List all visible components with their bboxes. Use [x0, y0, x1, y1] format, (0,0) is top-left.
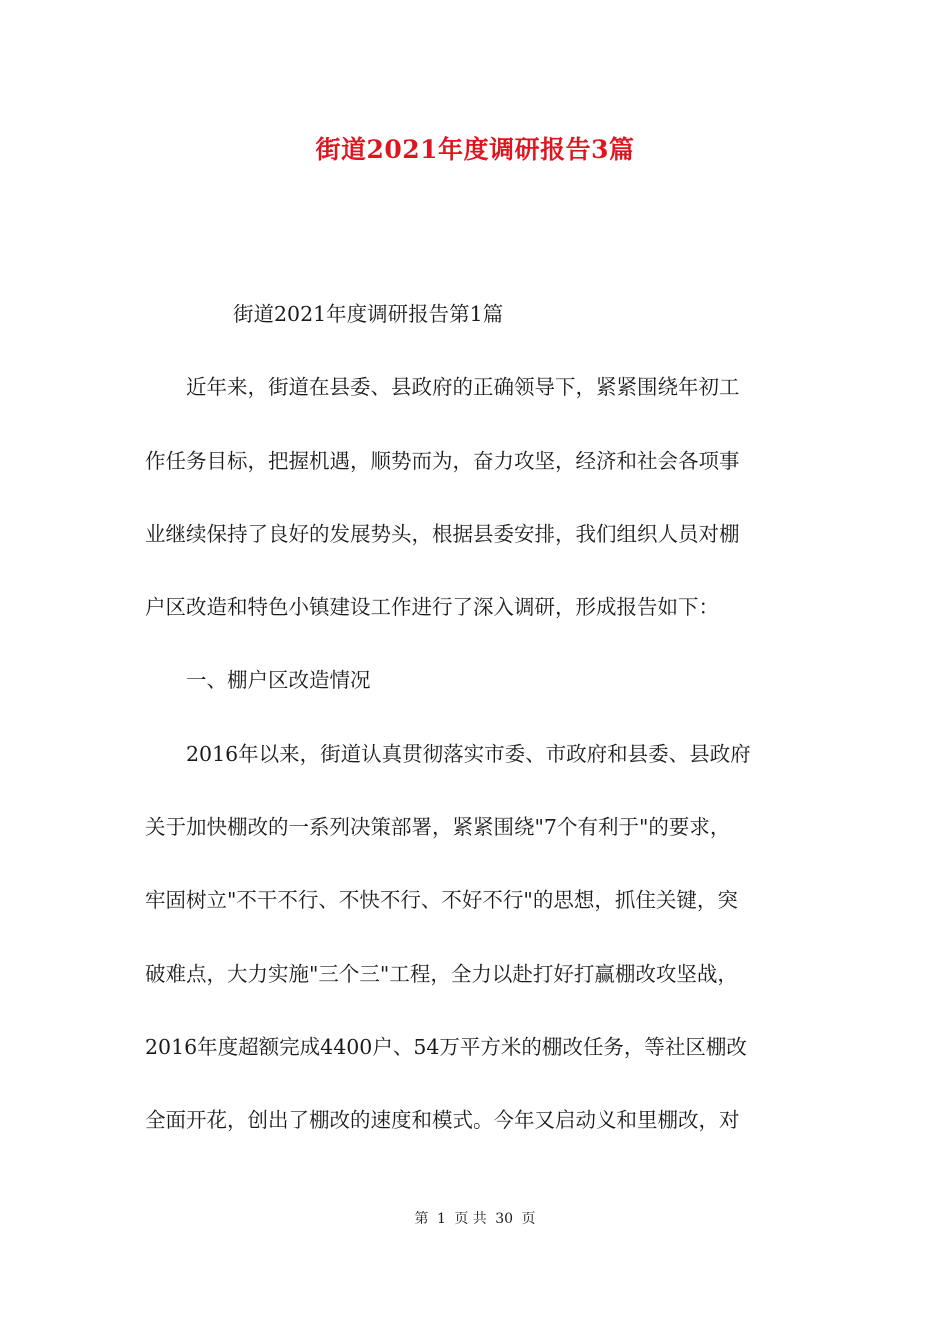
paragraph-line: 业继续保持了良好的发展势头，根据县委安排，我们组织人员对棚 — [145, 521, 740, 546]
paragraph-line: 关于加快棚改的一系列决策部署，紧紧围绕"7个有利于"的要求， — [145, 815, 731, 840]
footer-label-end: 页 — [521, 1211, 536, 1227]
footer-total-pages: 30 — [495, 1211, 514, 1227]
footer-current-page: 1 — [436, 1211, 446, 1227]
paragraph-line: 牢固树立"不干不行、不快不行、不好不行"的思想，抓住关键，突 — [145, 888, 738, 913]
paragraph-line: 2016年度超额完成4400户、54万平方米的棚改任务，等社区棚改 — [145, 1034, 747, 1059]
paragraph-line: 2016年以来，街道认真贯彻落实市委、市政府和县委、县政府 — [186, 741, 751, 766]
section-heading: 一、棚户区改造情况 — [186, 668, 371, 693]
document-subtitle: 街道2021年度调研报告第1篇 — [233, 302, 504, 326]
footer-label-of: 页 共 — [454, 1211, 487, 1227]
paragraph-line: 近年来，街道在县委、县政府的正确领导下，紧紧围绕年初工 — [186, 375, 740, 400]
document-title: 街道2021年度调研报告3篇 — [315, 135, 635, 164]
paragraph-line: 户区改造和特色小镇建设工作进行了深入调研，形成报告如下： — [145, 595, 719, 620]
page-footer — [0, 1208, 950, 1228]
footer-label-page: 第 — [414, 1211, 429, 1227]
paragraph-line: 全面开花，创出了棚改的速度和模式。今年又启动义和里棚改，对 — [145, 1108, 740, 1133]
paragraph-line: 作任务目标，把握机遇，顺势而为，奋力攻坚，经济和社会各项事 — [145, 448, 740, 473]
document-body — [145, 278, 815, 1158]
paragraph-line: 破难点，大力实施"三个三"工程，全力以赴打好打赢棚改攻坚战， — [145, 961, 738, 986]
